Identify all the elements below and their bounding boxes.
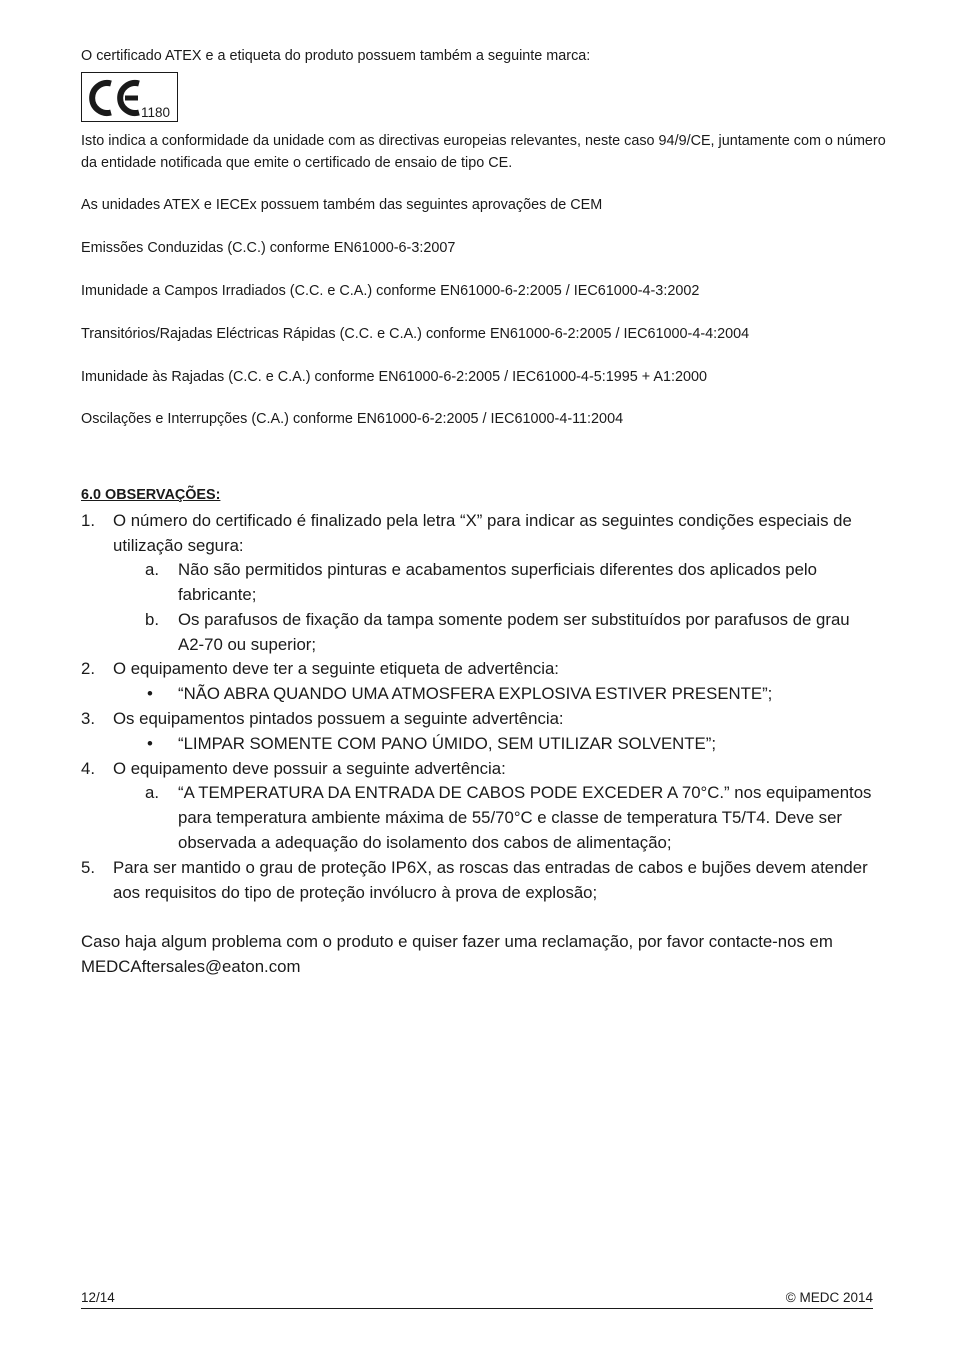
footer-rule xyxy=(81,1308,873,1309)
subitem-text: “NÃO ABRA QUANDO UMA ATMOSFERA EXPLOSIVA ESTIVER PRESENTE”; xyxy=(178,684,773,703)
conformity-text: Isto indica a conformidade da unidade com as directivas europeias relevantes, neste caso 94/9/CE, juntamente com o número da entidade notificada que emite o certificado de ensaio de tipo CE. xyxy=(81,133,886,171)
subitem-label: b. xyxy=(145,610,159,629)
complaint-text: Caso haja algum problema com o produto e quiser fazer uma reclamação, por favor contacte-nos em xyxy=(81,932,833,951)
emc-item: Oscilações e Interrupções (C.A.) conforme EN61000-6-2:2005 / IEC61000-4-11:2004 xyxy=(81,411,624,427)
item-text: Para ser mantido o grau de proteção IP6X, as roscas das entradas de cabos e bujões devem atender aos requisitos do tipo de proteção invólucro à prova de explosão; xyxy=(113,858,868,902)
item-number: 3. xyxy=(81,709,95,728)
intro-text: O certificado ATEX e a etiqueta do produto possuem também a seguinte marca: xyxy=(81,48,591,64)
item-number: 4. xyxy=(81,759,95,778)
emc-item: Emissões Conduzidas (C.C.) conforme EN61000-6-3:2007 xyxy=(81,240,456,256)
item-number: 2. xyxy=(81,659,95,678)
item-text: O número do certificado é finalizado pela letra “X” para indicar as seguintes condições especiais de utilização segura: xyxy=(113,511,852,555)
bullet-icon: • xyxy=(147,684,153,703)
emc-item: Transitórios/Rajadas Eléctricas Rápidas (C.C. e C.A.) conforme EN61000-6-2:2005 / IEC61000-4-4:2004 xyxy=(81,326,750,342)
section-heading: 6.0 OBSERVAÇÕES: xyxy=(81,487,221,503)
emc-item: Imunidade às Rajadas (C.C. e C.A.) conforme EN61000-6-2:2005 / IEC61000-4-5:1995 + A1:2000 xyxy=(81,369,707,385)
item-text: O equipamento deve possuir a seguinte advertência: xyxy=(113,759,506,778)
notified-body-number: 1180 xyxy=(141,105,171,120)
item-number: 5. xyxy=(81,858,95,877)
subitem-text: “A TEMPERATURA DA ENTRADA DE CABOS PODE EXCEDER A 70°C.” nos equipamentos para temperatura ambiente máxima de 55/70°C e classe de temperatura T5/T4. Deve ser observada a adequação do isolamento dos cabos de alimentação; xyxy=(178,783,872,852)
ce-mark xyxy=(81,72,178,122)
subitem-label: a. xyxy=(145,560,159,579)
item-number: 1. xyxy=(81,511,95,530)
contact-email[interactable]: MEDCAftersales@eaton.com xyxy=(81,957,301,976)
subitem-text: “LIMPAR SOMENTE COM PANO ÚMIDO, SEM UTILIZAR SOLVENTE”; xyxy=(178,734,716,753)
subitem-label: a. xyxy=(145,783,159,802)
emc-intro: As unidades ATEX e IECEx possuem também das seguintes aprovações de CEM xyxy=(81,197,603,213)
item-text: Os equipamentos pintados possuem a seguinte advertência: xyxy=(113,709,564,728)
page-number: 12/14 xyxy=(81,1290,115,1305)
subitem-text: Não são permitidos pinturas e acabamentos superficiais diferentes dos aplicados pelo fabricante; xyxy=(178,560,817,604)
emc-item: Imunidade a Campos Irradiados (C.C. e C.A.) conforme EN61000-6-2:2005 / IEC61000-4-3:2002 xyxy=(81,283,700,299)
ce-mark-icon xyxy=(87,79,143,117)
item-text: O equipamento deve ter a seguinte etiqueta de advertência: xyxy=(113,659,559,678)
bullet-icon: • xyxy=(147,734,153,753)
copyright: © MEDC 2014 xyxy=(785,1290,873,1305)
subitem-text: Os parafusos de fixação da tampa somente podem ser substituídos por parafusos de grau A2-70 ou superior; xyxy=(178,610,850,654)
